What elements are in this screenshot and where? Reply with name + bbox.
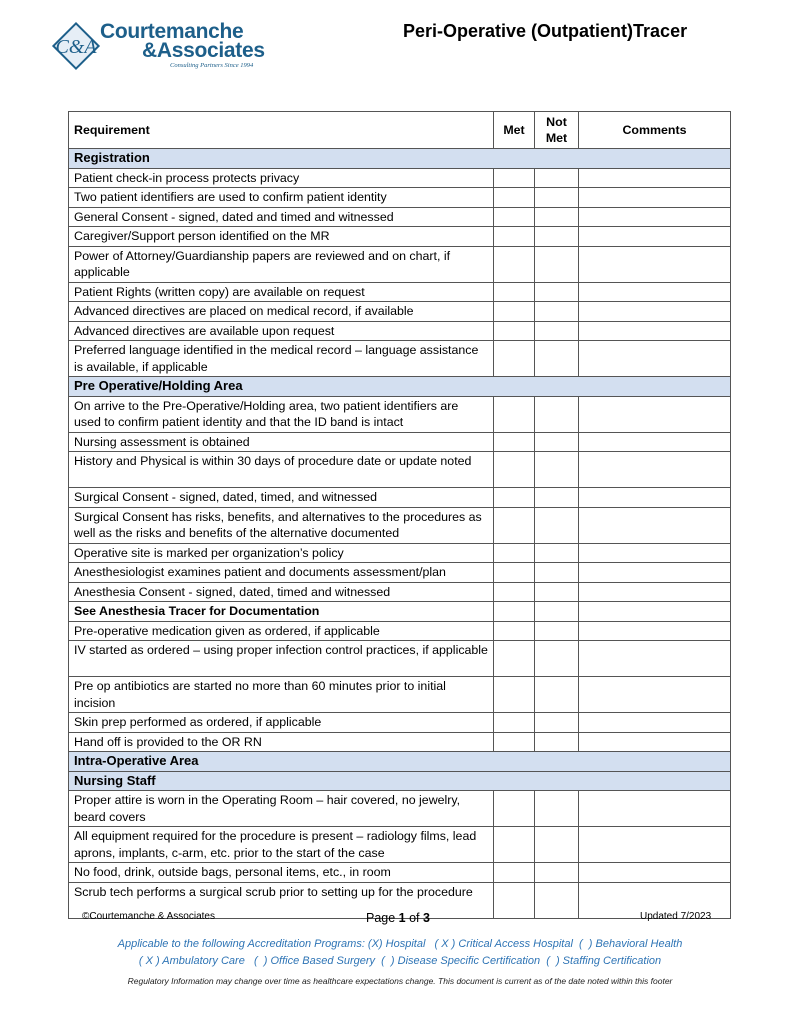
- requirement-text: Surgical Consent - signed, dated, timed, and witnessed: [69, 488, 494, 508]
- not-met-cell[interactable]: [535, 396, 579, 432]
- requirement-row: [69, 582, 731, 602]
- section-header-row: [69, 771, 731, 791]
- not-met-cell[interactable]: [535, 543, 579, 563]
- comments-cell[interactable]: [579, 282, 731, 302]
- met-cell[interactable]: [494, 341, 535, 377]
- not-met-cell[interactable]: [535, 432, 579, 452]
- accreditation-line-2: ( X ) Ambulatory Care ( ) Office Based Surgery ( ) Disease Specific Certification ( ) Staffing Certification: [138, 955, 662, 967]
- column-header-comments: Comments: [579, 112, 731, 149]
- column-header-requirement: Requirement: [69, 112, 494, 149]
- document-title: Peri-Operative (Outpatient)Tracer: [403, 21, 688, 41]
- requirement-row: [69, 732, 731, 752]
- comments-cell[interactable]: [579, 188, 731, 208]
- met-cell[interactable]: [494, 396, 535, 432]
- requirement-row: [69, 621, 731, 641]
- comments-cell[interactable]: [579, 227, 731, 247]
- not-met-cell[interactable]: [535, 713, 579, 733]
- requirement-text: Pre-operative medication given as ordered, if applicable: [69, 621, 494, 641]
- requirement-text: General Consent - signed, dated and timed and witnessed: [69, 207, 494, 227]
- comments-cell[interactable]: [579, 507, 731, 543]
- met-cell[interactable]: [494, 227, 535, 247]
- not-met-cell[interactable]: [535, 882, 579, 918]
- not-met-cell[interactable]: [535, 863, 579, 883]
- met-cell[interactable]: [494, 246, 535, 282]
- not-met-cell[interactable]: [535, 188, 579, 208]
- requirement-text: Power of Attorney/Guardianship papers are reviewed and on chart, if applicable: [69, 246, 494, 282]
- requirement-text: Pre op antibiotics are started no more than 60 minutes prior to initial incision: [69, 677, 494, 713]
- requirement-text: Two patient identifiers are used to confirm patient identity: [69, 188, 494, 208]
- comments-cell[interactable]: [579, 863, 731, 883]
- not-met-cell[interactable]: [535, 302, 579, 322]
- footer-page-number: [366, 911, 430, 925]
- page-current: 1: [398, 911, 406, 925]
- met-cell[interactable]: [494, 563, 535, 583]
- regulatory-disclaimer: Regulatory Information may change over time as healthcare expectations change. This document is current as of the date noted within this footer: [127, 976, 673, 986]
- requirement-row: [69, 677, 731, 713]
- requirement-text: Patient check-in process protects privacy: [69, 168, 494, 188]
- logo-tagline: Consulting Partners Since 1994: [170, 62, 254, 69]
- met-cell[interactable]: [494, 677, 535, 713]
- comments-cell[interactable]: [579, 582, 731, 602]
- requirement-text: Patient Rights (written copy) are available on request: [69, 282, 494, 302]
- footer-updated-date: Updated 7/2023: [640, 911, 712, 922]
- requirement-row: [69, 321, 731, 341]
- comments-cell[interactable]: [579, 396, 731, 432]
- not-met-cell[interactable]: [535, 791, 579, 827]
- accreditation-line-1: Applicable to the following Accreditation Programs: (X) Hospital ( X ) Critical Access Hospital ( ) Behavioral Health: [117, 938, 683, 950]
- column-header-not-met: Not Met: [535, 112, 579, 149]
- comments-cell[interactable]: [579, 827, 731, 863]
- monogram-logo-icon: [50, 20, 102, 72]
- comments-cell[interactable]: [579, 341, 731, 377]
- met-cell[interactable]: [494, 488, 535, 508]
- requirements-table: [68, 111, 731, 919]
- table-body: [69, 149, 731, 919]
- met-cell[interactable]: [494, 321, 535, 341]
- requirement-row: [69, 863, 731, 883]
- met-cell[interactable]: [494, 791, 535, 827]
- requirement-row: [69, 246, 731, 282]
- met-cell[interactable]: [494, 621, 535, 641]
- not-met-cell[interactable]: [535, 621, 579, 641]
- not-met-cell[interactable]: [535, 582, 579, 602]
- section-header-row: [69, 377, 731, 397]
- requirement-text: Anesthesia Consent - signed, dated, timed and witnessed: [69, 582, 494, 602]
- requirement-row: [69, 282, 731, 302]
- page-of: of: [405, 911, 423, 925]
- comments-cell[interactable]: [579, 432, 731, 452]
- not-met-cell[interactable]: [535, 341, 579, 377]
- comments-cell[interactable]: [579, 302, 731, 322]
- requirement-text: Nursing assessment is obtained: [69, 432, 494, 452]
- comments-cell[interactable]: [579, 246, 731, 282]
- comments-cell[interactable]: [579, 713, 731, 733]
- not-met-cell[interactable]: [535, 563, 579, 583]
- met-cell[interactable]: [494, 543, 535, 563]
- requirement-text: Preferred language identified in the medical record – language assistance is available, if applicable: [69, 341, 494, 377]
- footer-copyright: ©Courtemanche & Associates: [82, 911, 215, 922]
- requirement-text: Surgical Consent has risks, benefits, and alternatives to the procedures as well as the risks and benefits of the alternative documented: [69, 507, 494, 543]
- logo-company-name: Courtemanche: [100, 20, 244, 43]
- section-title: Registration: [69, 149, 731, 169]
- requirement-row: [69, 341, 731, 377]
- requirement-text: IV started as ordered – using proper infection control practices, if applicable: [69, 641, 494, 677]
- comments-cell[interactable]: [579, 563, 731, 583]
- not-met-cell[interactable]: [535, 452, 579, 488]
- met-cell[interactable]: [494, 302, 535, 322]
- not-met-cell[interactable]: [535, 246, 579, 282]
- comments-cell[interactable]: [579, 488, 731, 508]
- requirement-text: Advanced directives are placed on medical record, if available: [69, 302, 494, 322]
- requirement-text: No food, drink, outside bags, personal items, etc., in room: [69, 863, 494, 883]
- requirement-row: [69, 602, 731, 622]
- comments-cell[interactable]: [579, 168, 731, 188]
- not-met-cell[interactable]: [535, 488, 579, 508]
- comments-cell[interactable]: [579, 452, 731, 488]
- not-met-cell[interactable]: [535, 321, 579, 341]
- comments-cell[interactable]: [579, 732, 731, 752]
- not-met-cell[interactable]: [535, 168, 579, 188]
- requirement-row: [69, 188, 731, 208]
- not-met-cell[interactable]: [535, 227, 579, 247]
- requirement-row: [69, 827, 731, 863]
- comments-cell[interactable]: [579, 641, 731, 677]
- met-cell[interactable]: [494, 207, 535, 227]
- not-met-cell[interactable]: [535, 602, 579, 622]
- requirement-text: Hand off is provided to the OR RN: [69, 732, 494, 752]
- met-cell[interactable]: [494, 732, 535, 752]
- comments-cell[interactable]: [579, 207, 731, 227]
- requirement-text: Anesthesiologist examines patient and documents assessment/plan: [69, 563, 494, 583]
- comments-cell[interactable]: [579, 321, 731, 341]
- requirement-row: [69, 396, 731, 432]
- met-cell[interactable]: [494, 507, 535, 543]
- accreditation-programs: [70, 936, 730, 970]
- met-cell[interactable]: [494, 582, 535, 602]
- requirement-text: Scrub tech performs a surgical scrub prior to setting up for the procedure: [69, 882, 494, 918]
- requirement-row: [69, 227, 731, 247]
- requirement-row: [69, 207, 731, 227]
- not-met-cell[interactable]: [535, 732, 579, 752]
- section-header-row: [69, 752, 731, 772]
- met-cell[interactable]: [494, 282, 535, 302]
- not-met-cell[interactable]: [535, 282, 579, 302]
- met-cell[interactable]: [494, 863, 535, 883]
- requirement-row: [69, 563, 731, 583]
- requirement-row: [69, 168, 731, 188]
- svg-text:C&A: C&A: [55, 36, 97, 58]
- met-cell[interactable]: [494, 713, 535, 733]
- requirement-row: [69, 452, 731, 488]
- requirement-text: Skin prep performed as ordered, if applicable: [69, 713, 494, 733]
- requirement-row: [69, 507, 731, 543]
- section-title: Nursing Staff: [69, 771, 731, 791]
- met-cell[interactable]: [494, 188, 535, 208]
- requirement-row: [69, 791, 731, 827]
- company-logo: [50, 20, 280, 76]
- section-title: Intra-Operative Area: [69, 752, 731, 772]
- requirement-text: Advanced directives are available upon request: [69, 321, 494, 341]
- requirement-text: Caregiver/Support person identified on the MR: [69, 227, 494, 247]
- requirement-row: [69, 302, 731, 322]
- table-header-row: [69, 112, 731, 149]
- requirement-text: See Anesthesia Tracer for Documentation: [69, 602, 494, 622]
- requirement-text: History and Physical is within 30 days of procedure date or update noted: [69, 452, 494, 488]
- not-met-cell[interactable]: [535, 207, 579, 227]
- page-prefix: Page: [366, 911, 399, 925]
- column-header-met: Met: [494, 112, 535, 149]
- comments-cell[interactable]: [579, 791, 731, 827]
- met-cell[interactable]: [494, 882, 535, 918]
- requirement-text: Operative site is marked per organization’s policy: [69, 543, 494, 563]
- requirement-row: [69, 713, 731, 733]
- comments-cell[interactable]: [579, 677, 731, 713]
- requirement-row: [69, 488, 731, 508]
- requirement-text: Proper attire is worn in the Operating Room – hair covered, no jewelry, beard covers: [69, 791, 494, 827]
- met-cell[interactable]: [494, 641, 535, 677]
- met-cell[interactable]: [494, 827, 535, 863]
- requirement-row: [69, 543, 731, 563]
- requirement-text: All equipment required for the procedure is present – radiology films, lead aprons, implants, c-arm, etc. prior to the start of the case: [69, 827, 494, 863]
- logo-company-suffix: &Associates: [142, 39, 265, 62]
- not-met-cell[interactable]: [535, 827, 579, 863]
- requirement-text: On arrive to the Pre-Operative/Holding area, two patient identifiers are used to confirm patient identity and that the ID band is intact: [69, 396, 494, 432]
- met-cell[interactable]: [494, 452, 535, 488]
- comments-cell[interactable]: [579, 602, 731, 622]
- not-met-cell[interactable]: [535, 507, 579, 543]
- not-met-cell[interactable]: [535, 641, 579, 677]
- requirement-row: [69, 641, 731, 677]
- not-met-cell[interactable]: [535, 677, 579, 713]
- section-header-row: [69, 149, 731, 169]
- section-title: Pre Operative/Holding Area: [69, 377, 731, 397]
- met-cell[interactable]: [494, 432, 535, 452]
- comments-cell[interactable]: [579, 621, 731, 641]
- page-total: 3: [423, 911, 430, 925]
- comments-cell[interactable]: [579, 543, 731, 563]
- met-cell[interactable]: [494, 168, 535, 188]
- requirement-row: [69, 432, 731, 452]
- met-cell[interactable]: [494, 602, 535, 622]
